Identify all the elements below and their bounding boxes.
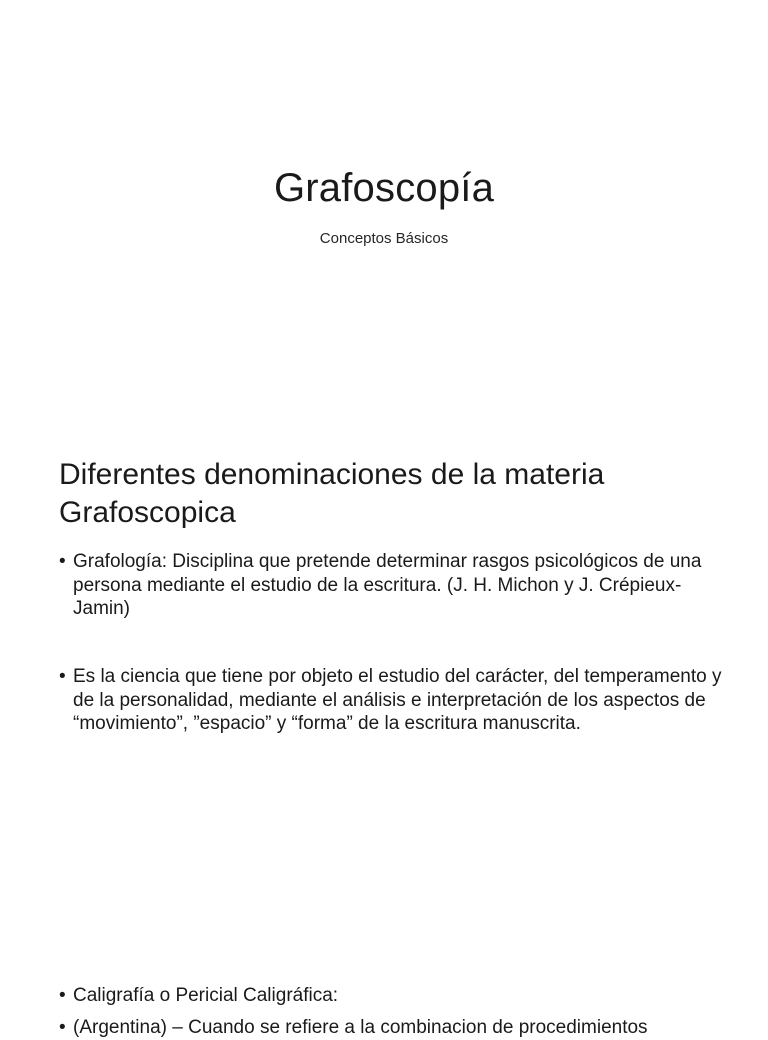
slide-heading-line-2: Grafoscopica (59, 496, 236, 529)
slide-subtitle: Conceptos Básicos (319, 230, 449, 247)
slide-heading (59, 456, 739, 532)
bullet-dot-icon: • (59, 666, 66, 687)
bullet-item (59, 550, 733, 621)
bullet-dot-icon: • (59, 985, 66, 1006)
bullet-dot-icon: • (59, 1017, 66, 1038)
bullet-dot-icon: • (59, 551, 66, 572)
content-slide (0, 432, 768, 1038)
bullet-text: Es la ciencia que tiene por objeto el estudio del carácter, del temperamento y de la personalidad, mediante el análisis e interpretación de los aspectos de “movimiento”, ”espacio” y “forma” de la escritura manuscrita. (73, 666, 722, 734)
title-slide (0, 0, 768, 432)
bullet-text: Caligrafía o Pericial Caligráfica: (73, 985, 339, 1006)
bullet-text: Grafología: Disciplina que pretende determinar rasgos psicológicos de una persona mediante el estudio de la escritura. (J. H. Michon y J. Crépieux-Jamin) (73, 551, 702, 619)
bullet-text: (Argentina) – Cuando se refiere a la combinacion de procedimientos (73, 1017, 648, 1038)
slide-title: Grafoscopía (273, 166, 495, 210)
slide-heading-line-1: Diferentes denominaciones de la materia (59, 458, 605, 491)
bullet-item (59, 984, 733, 1008)
bullet-item (59, 1016, 733, 1040)
bullet-item (59, 665, 733, 736)
